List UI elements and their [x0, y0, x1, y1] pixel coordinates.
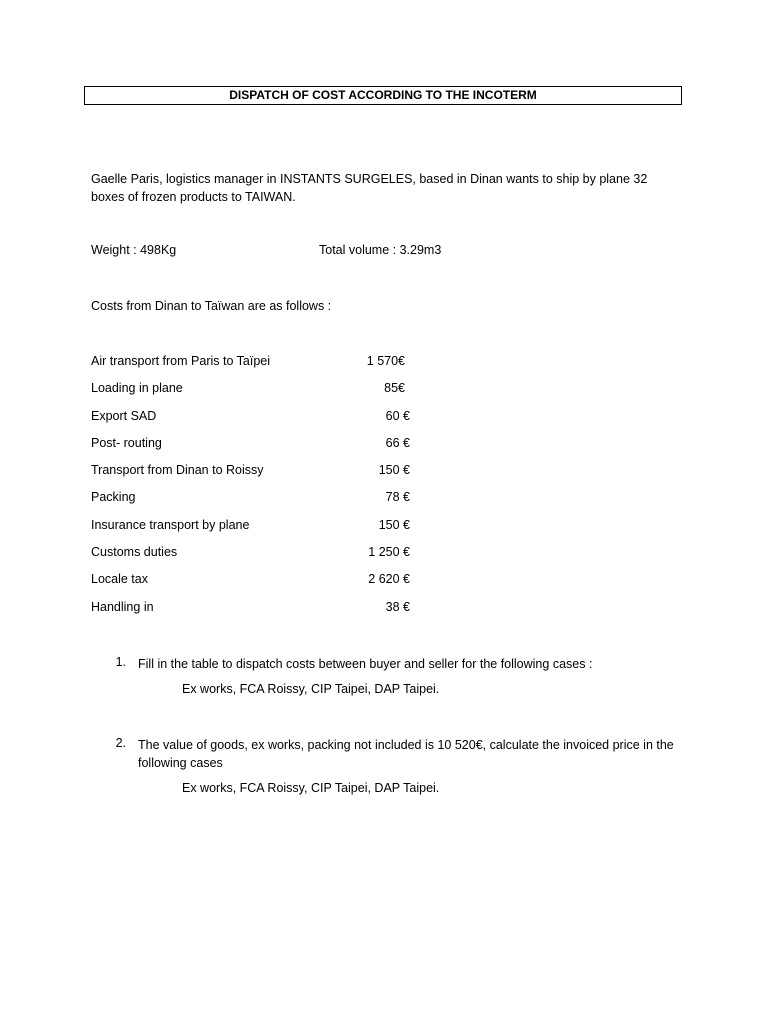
cost-value: 85€ — [384, 381, 405, 396]
cost-label: Handling in — [91, 599, 154, 614]
cost-row — [91, 379, 421, 406]
cost-label: Air transport from Paris to Taïpei — [91, 354, 271, 368]
cost-row — [91, 598, 421, 625]
cost-value: 150 € — [378, 517, 410, 532]
cost-row — [91, 488, 421, 515]
question-1-cases: Ex works, FCA Roissy, CIP Taipei, DAP Taipei. — [182, 682, 440, 696]
weight-text: Weight : 498Kg — [91, 243, 177, 257]
cost-value: 38 € — [385, 599, 410, 614]
cost-value: 2 620 € — [368, 572, 410, 587]
cost-label: Locale tax — [91, 572, 148, 587]
cost-label: Export SAD — [91, 408, 157, 423]
question-2-number: 2. — [115, 736, 126, 750]
cost-label: Post- routing — [91, 435, 162, 450]
cost-value: 1 250 € — [368, 545, 410, 560]
question-1-number: 1. — [115, 655, 126, 669]
cost-label: Insurance transport by plane — [91, 517, 250, 532]
question-2-text: The value of goods, ex works, packing not included is 10 520€, calculate the invoiced price in the following cases — [138, 738, 674, 770]
cost-value: 150 € — [378, 463, 410, 478]
cost-row — [91, 516, 421, 543]
cost-row — [91, 407, 421, 434]
cost-label: Loading in plane — [91, 381, 183, 396]
question-2-cases: Ex works, FCA Roissy, CIP Taipei, DAP Taipei. — [182, 781, 440, 795]
intro-paragraph: Gaelle Paris, logistics manager in INSTANTS SURGELES, based in Dinan wants to ship by plane 32 boxes of frozen products to TAIWAN. — [91, 172, 648, 204]
cost-row — [91, 461, 421, 488]
cost-value: 66 € — [385, 435, 410, 450]
cost-label: Customs duties — [91, 545, 178, 560]
cost-value: 60 € — [385, 408, 410, 423]
cost-row — [91, 570, 421, 597]
cost-label: Transport from Dinan to Roissy — [91, 463, 264, 478]
volume-text: Total volume : 3.29m3 — [319, 243, 442, 257]
cost-label: Packing — [91, 490, 136, 505]
cost-row — [91, 352, 421, 379]
cost-row — [91, 434, 421, 461]
cost-value: 1 570€ — [366, 354, 405, 368]
cost-list — [91, 352, 421, 625]
question-1-text: Fill in the table to dispatch costs between buyer and seller for the following cases : — [138, 657, 593, 671]
cost-value: 78 € — [385, 490, 410, 505]
costs-heading: Costs from Dinan to Taïwan are as follows : — [91, 299, 332, 313]
document-title: DISPATCH OF COST ACCORDING TO THE INCOTERM — [84, 86, 682, 105]
cost-row — [91, 543, 421, 570]
